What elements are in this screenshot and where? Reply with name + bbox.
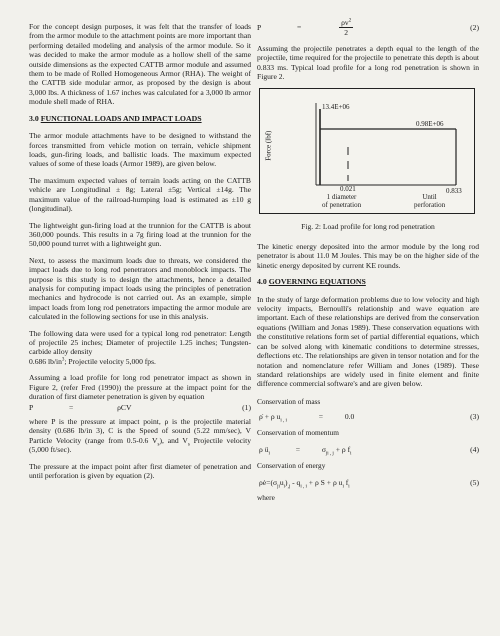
x2-label <box>414 193 445 209</box>
paragraph: The kinetic energy deposited into the armor module by the long rod penetrator is about 11.0 M Joules. This may be on the higher side of the kinetic energy deposited by current KE rounds. <box>257 241 479 270</box>
eq-lhs: ρ̇ + ρ u <box>259 412 281 422</box>
equation-2 <box>257 18 479 38</box>
subscript: i , i <box>300 484 307 490</box>
paragraph-text: where P is the pressure at impact point, ρ is the projectile material density (0.686 lb/in 3), C is the Speed of sound (5.22 mm/sec), V Particle Velocity (range from 0.5-0.6 V <box>29 416 251 445</box>
eq-equals: = <box>295 445 300 455</box>
figure-load-profile <box>259 88 475 214</box>
paragraph: Assuming a load profile for long rod penetrator impact as shown in Figure 2, (refer Fred (1990)) the pressure at the impact point for the duration of first diameter penetration is given by equation <box>29 373 251 401</box>
eq-body <box>69 403 221 412</box>
paragraph: In the study of large deformation problems due to low velocity and high velocity impacts, Bernoulli's relationship and wave equation are important. Each of these relationships are derived from the conservation equations (William and Jonas 1989). These conservation equations with the constitutive relations form set of partial differential equations, which can be solved along with kinematic conditions to determine stresses, deflections etc. The relationships are given in tensor notation and for the notation and nomenclature refer William and Jones (1989). These standard relationships are widely used in finite element and finite difference commercial software's and are given below. <box>257 294 479 389</box>
peak-label: 13.4E+06 <box>322 103 350 112</box>
eq-lhs: P <box>257 23 262 33</box>
subscript: i <box>268 451 270 457</box>
eq-body <box>257 412 449 422</box>
eq-lhs: P <box>29 403 34 413</box>
fraction <box>339 18 353 38</box>
eq-rhs: ρCV <box>117 403 132 413</box>
figure-caption: Fig. 2: Load profile for long rod penetration <box>301 222 435 232</box>
eq-rhs-term: + ρ f <box>333 445 351 455</box>
paragraph: The maximum expected values of terrain loads acting on the CATTB vehicle are Longitudinal ± 8g; Lateral ±5g; Vertical ±14g. The maximum value of the railroad-humping load is estimated as ±10 g (longitudinal). <box>29 175 251 214</box>
eq-body <box>297 18 449 38</box>
eq-equals: = <box>69 403 74 413</box>
heading-number: 3.0 <box>29 113 41 123</box>
conservation-momentum-label: Conservation of momentum <box>257 427 339 437</box>
heading-number: 4.0 <box>257 277 269 287</box>
plateau-label: 0.98E+06 <box>416 120 444 129</box>
eq-number: (3) <box>470 412 479 422</box>
t2-label: 0.833 <box>446 187 462 196</box>
conservation-energy-label: Conservation of energy <box>257 460 326 470</box>
eq-part: f <box>343 477 349 487</box>
x2-label-line1: Until <box>422 193 437 202</box>
subscript: s <box>187 442 190 448</box>
where-label: where <box>257 493 275 503</box>
eq-part: ) <box>285 477 288 487</box>
subscript: i <box>350 451 352 457</box>
paragraph: Assuming the projectile penetrates a depth equal to the length of the projectile, time required for the projectile to penetrate this depth is about 0.833 ms. Typical load profile for a long rod penetration is shown in Figure 2. <box>257 43 479 82</box>
t1-label: 0.021 <box>340 185 356 194</box>
section-heading-4 <box>257 277 479 287</box>
right-column <box>257 14 479 503</box>
eq-rhs: σ <box>321 445 326 455</box>
y-axis-label: Force (lbf) <box>264 131 273 162</box>
eq-rhs: 0.0 <box>344 412 355 422</box>
conservation-mass-label: Conservation of mass <box>257 396 321 406</box>
subscript: s <box>157 442 160 448</box>
eq-equals: = <box>297 22 302 32</box>
eq-lhs: ρ ü <box>259 445 269 455</box>
equation-5 <box>257 478 479 488</box>
x1-label-line1: 1 diameter <box>326 193 357 202</box>
x1-label-line2: of penetration <box>322 201 362 210</box>
paragraph: The lightweight gun-firing load at the trunnion for the CATTB is about 360,000 pounds. This results in a 7g firing load at the trunnion for the 50,000 pound turret with a lightweight gun. <box>29 220 251 249</box>
x1-label <box>322 193 361 209</box>
eq-part: + ρ S + ρ u <box>306 477 343 487</box>
paragraph <box>29 417 251 455</box>
numerator-text: ρv <box>341 18 349 27</box>
equation-1 <box>29 403 251 412</box>
paragraph-text: Projectile velocity (5,000 ft/sec). <box>29 435 252 455</box>
subscript: i <box>348 484 350 490</box>
equation-4 <box>257 445 479 455</box>
eq-number: (1) <box>242 403 251 413</box>
eq-equals: = <box>318 412 323 422</box>
x2-label-line2: perforation <box>414 201 446 210</box>
eq-part: - q <box>290 477 301 487</box>
paragraph-text: ; Projectile velocity 5,000 fps. <box>64 356 156 366</box>
subscript: i , i <box>280 418 287 424</box>
section-heading-3 <box>29 114 251 124</box>
paragraph: The pressure at the impact point after first diameter of penetration and until perforation is given by equation (2). <box>29 461 251 480</box>
fraction-numerator <box>339 18 353 28</box>
heading-text: FUNCTIONAL LOADS AND IMPACT LOADS <box>40 113 202 123</box>
paragraph-text: The following data were used for a typical long rod penetrator: Length of projectile 25 inches; Diameter of projectile 1.25 inches; Tungsten-carbide alloy density <box>29 328 251 357</box>
left-column <box>29 22 251 487</box>
equation-3 <box>257 412 479 422</box>
paragraph-text: ), and V <box>159 435 188 445</box>
eq-number: (2) <box>470 23 479 33</box>
density-value: 0.686 lb/in <box>29 356 62 366</box>
fraction-denominator: 2 <box>344 28 349 38</box>
subscript: ,j <box>287 484 291 490</box>
eq-body <box>257 478 449 488</box>
eq-number: (5) <box>470 477 479 487</box>
eq-part: u <box>279 477 284 487</box>
heading-text: GOVERNING EQUATIONS <box>268 277 366 287</box>
eq-part: ρė=(σ <box>259 477 278 487</box>
superscript: 3 <box>61 357 65 363</box>
eq-body <box>257 445 449 455</box>
paragraph <box>29 329 251 367</box>
subscript: i <box>283 484 286 490</box>
paragraph: For the concept design purposes, it was felt that the transfer of loads from the armor module to the attachment points are more important than performing detailed modeling and analysis of the armor module. So it was decided to make the armor module as a hollow shell of the same outside dimensions as the expected CATTB armor module and assumed them to be made of Rolled Homogeneous Armor (RHA). The weight of the CATTB side modular armor, as proposed by the design is about 3,000 lbs. A thickness of 1.67 inches was calculated for a 3,000 lb armor module shell made of RHA. <box>29 22 251 107</box>
subscript: ji <box>277 484 280 490</box>
eq-number: (4) <box>470 445 479 455</box>
paragraph: Next, to assess the maximum loads due to threats, we considered the impact loads due to long rod penetrators and monoblock impacts. The purpose is this study is to design the attachments, hence a detailed analysis for computing impact loads using the principles of penetration mechanics and hydrocode is not carried out. As an example, simple impact loads from long rod penetrators impacting the armor module are calculated in the following sections for use in this analysis. <box>29 255 251 322</box>
subscript: i <box>342 484 344 490</box>
subscript: ji , j <box>325 451 334 457</box>
superscript: 2 <box>348 18 352 24</box>
paragraph: The armor module attachments have to be designed to withstand the forces transmitted from vehicle motion on terrain, vehicle shipment loads, gun-firing loads, and ballistic loads. The maximum expected values of some of these loads (Armor 1989), are given below. <box>29 131 251 169</box>
